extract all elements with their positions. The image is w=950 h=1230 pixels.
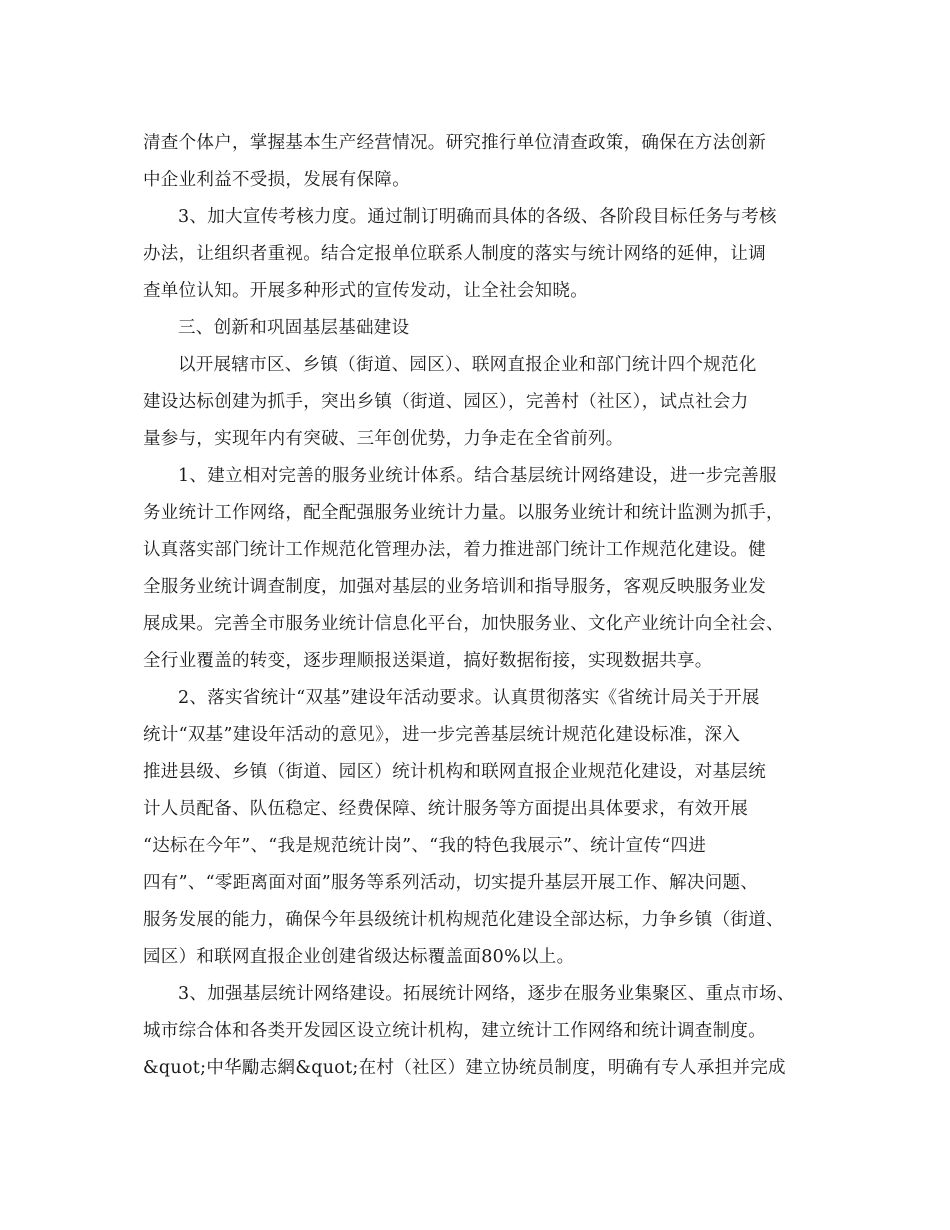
text-line: 建设达标创建为抓手，突出乡镇（街道、园区），完善村（社区），试点社会力 bbox=[143, 392, 749, 412]
text-line: 量参与，实现年内有突破、三年创优势，力争走在全省前列。 bbox=[143, 429, 624, 449]
text-line: 清查个体户，掌握基本生产经营情况。研究推行单位清查政策，确保在方法创新 bbox=[143, 133, 766, 153]
text-line: 认真落实部门统计工作规范化管理办法，着力推进部门统计工作规范化建设。健 bbox=[143, 540, 766, 560]
text-line: 3、加强基层统计网络建设。拓展统计网络，逐步在服务业集聚区、重点市场、 bbox=[178, 984, 795, 1004]
text-line: 四有”、“零距离面对面”服务等系列活动，切实提升基层开展工作、解决问题、 bbox=[143, 873, 759, 893]
text-line: 以开展辖市区、乡镇（街道、园区）、联网直报企业和部门统计四个规范化 bbox=[178, 355, 757, 375]
text-line: &quot;中华勵志網&quot;在村（社区）建立协统员制度，明确有专人承担并完成 bbox=[143, 1058, 786, 1078]
text-line: 2、落实省统计“双基”建设年活动要求。认真贯彻落实《省统计局关于开展 bbox=[178, 688, 760, 708]
text-line: 中企业利益不受损，发展有保障。 bbox=[143, 170, 410, 190]
text-line: “达标在今年”、“我是规范统计岗”、“我的特色我展示”、统计宣传“四进 bbox=[143, 836, 707, 856]
text-line: 城市综合体和各类开发园区设立统计机构，建立统计工作网络和统计调查制度。 bbox=[143, 1021, 766, 1041]
text-line: 园区）和联网直报企业创建省级达标覆盖面80%以上。 bbox=[143, 947, 575, 967]
text-line: 务业统计工作网络，配全配强服务业统计力量。以服务业统计和统计监测为抓手， bbox=[143, 503, 784, 523]
text-line: 1、建立相对完善的服务业统计体系。结合基层统计网络建设，进一步完善服 bbox=[178, 466, 777, 486]
text-line: 全服务业统计调查制度，加强对基层的业务培训和指导服务，客观反映服务业发 bbox=[143, 577, 766, 597]
text-line: 计人员配备、队伍稳定、经费保障、统计服务等方面提出具体要求，有效开展 bbox=[143, 799, 749, 819]
text-line: 3、加大宣传考核力度。通过制订明确而具体的各级、各阶段目标任务与考核 bbox=[178, 207, 777, 227]
text-line: 展成果。完善全市服务业统计信息化平台，加快服务业、文化产业统计向全社会、 bbox=[143, 614, 784, 634]
text-line: 推进县级、乡镇（街道、园区）统计机构和联网直报企业规范化建设，对基层统 bbox=[143, 762, 766, 782]
text-line: 服务发展的能力，确保今年县级统计机构规范化建设全部达标，力争乡镇（街道、 bbox=[143, 910, 784, 930]
text-line: 办法，让组织者重视。结合定报单位联系人制度的落实与统计网络的延伸，让调 bbox=[143, 244, 766, 264]
text-line: 全行业覆盖的转变，逐步理顺报送渠道，搞好数据衔接，实现数据共享。 bbox=[143, 651, 713, 671]
section-heading: 三、创新和巩固基层基础建设 bbox=[178, 318, 410, 338]
text-line: 统计“双基”建设年活动的意见》，进一步完善基层统计规范化建设标准，深入 bbox=[143, 725, 741, 745]
text-line: 查单位认知。开展多种形式的宣传发动，让全社会知晓。 bbox=[143, 281, 588, 301]
